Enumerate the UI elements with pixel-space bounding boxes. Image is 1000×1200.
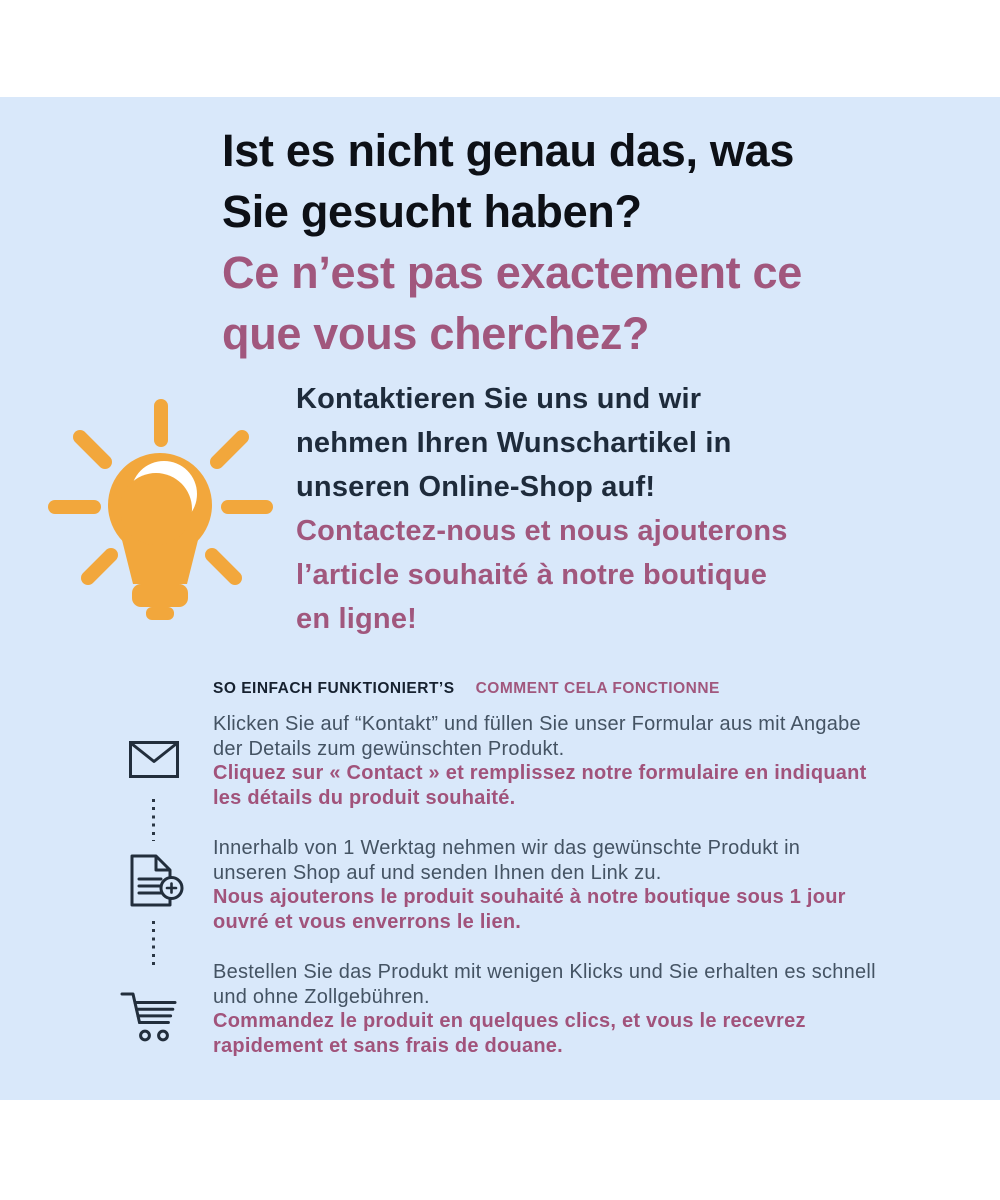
step-french-line: rapidement et sans frais de douane.	[213, 1034, 563, 1057]
headline-french-line: que vous cherchez?	[222, 308, 650, 359]
step-french-line: Cliquez sur « Contact » et remplissez notre formulaire en indiquant	[213, 762, 867, 784]
step-french-line: ouvré et vous enverrons le lien.	[213, 910, 522, 933]
intro-french-line: l’article souhaité à notre boutique	[296, 559, 768, 591]
lightbulb-icon	[44, 394, 276, 624]
intro-text	[296, 377, 788, 641]
step-german-line: der Details zum gewünschten Produkt.	[213, 737, 565, 760]
headline-german-line: Sie gesucht haben?	[222, 186, 642, 237]
step-french-line: les détails du produit souhaité.	[213, 786, 516, 809]
shopping-cart-icon	[119, 989, 179, 1042]
envelope-icon	[129, 741, 179, 778]
how-it-works-header	[213, 680, 720, 698]
intro-french-line: Contactez-nous et nous ajouterons	[296, 515, 788, 547]
intro-german-line: Kontaktieren Sie uns und wir	[296, 383, 702, 415]
how-it-works-german-label: SO EINFACH FUNKTIONIERT’S	[213, 680, 455, 697]
intro-german-line: nehmen Ihren Wunschartikel in	[296, 427, 732, 459]
step-german-line: und ohne Zollgebühren.	[213, 985, 430, 1008]
step-german-line: Innerhalb von 1 Werktag nehmen wir das gewünschte Produkt in	[213, 837, 801, 859]
step-2-text	[213, 836, 846, 934]
step-3-text	[213, 960, 876, 1058]
headline	[222, 120, 802, 364]
step-french-line: Commandez le produit en quelques clics, et vous le recevrez	[213, 1010, 806, 1032]
step-german-line: Klicken Sie auf “Kontakt” und füllen Sie unser Formular aus mit Angabe	[213, 713, 861, 735]
dotted-connector	[152, 921, 155, 968]
dotted-connector	[152, 799, 155, 841]
headline-french-line: Ce n’est pas exactement ce	[222, 247, 802, 298]
step-german-line: unseren Shop auf und senden Ihnen den Link zu.	[213, 861, 662, 884]
step-german-line: Bestellen Sie das Produkt mit wenigen Klicks und Sie erhalten es schnell	[213, 961, 876, 983]
intro-german-line: unseren Online-Shop auf!	[296, 471, 656, 503]
step-french-line: Nous ajouterons le produit souhaité à notre boutique sous 1 jour	[213, 886, 846, 908]
document-add-icon	[127, 854, 185, 908]
intro-french-line: en ligne!	[296, 603, 418, 635]
how-it-works-french-label: COMMENT CELA FONCTIONNE	[475, 680, 720, 697]
headline-german-line: Ist es nicht genau das, was	[222, 125, 795, 176]
step-1-text	[213, 712, 867, 810]
